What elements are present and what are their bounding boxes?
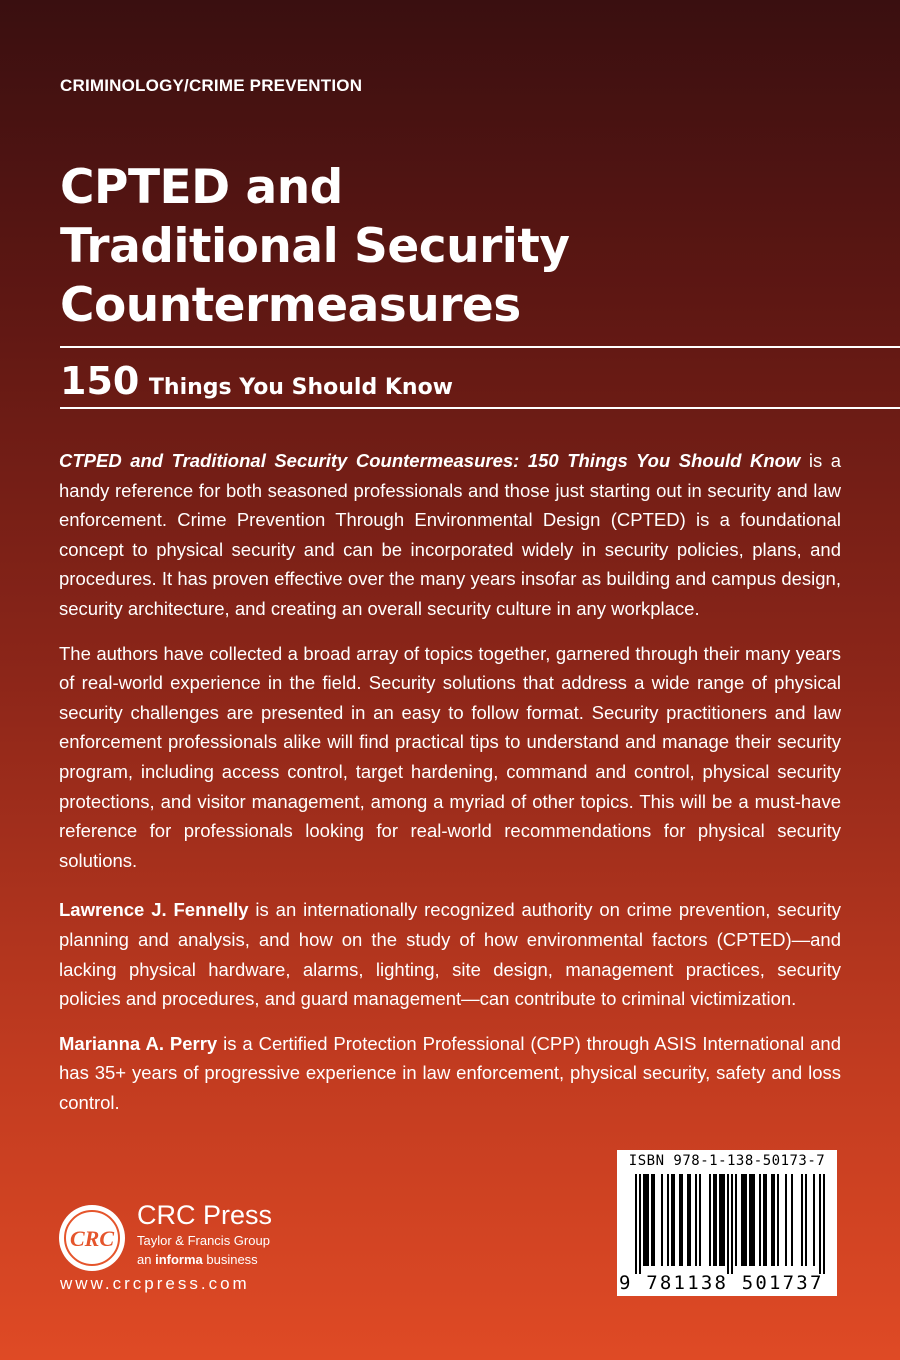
author-bio-text: is a Certified Protection Professional (CPP) through ASIS International and has 35+ years of progressive experience in law enforcement, physical security, safety and loss control. [59, 1032, 841, 1113]
divider-top [60, 346, 900, 348]
description-lead-rest: is a handy reference for both seasoned professionals and those just starting out in security and law enforcement. Crime Prevention Through Environmental Design (CPTED) is a foundational concept to physical security and can be incorporated widely in security policies, plans, and procedures. It has proven effective over the many years insofar as building and campus design, security architecture, and creating an overall security culture in any workplace. [59, 450, 841, 619]
title-line-2: Traditional Security [60, 219, 570, 274]
barcode-bar [819, 1174, 821, 1274]
description-lead-title: CTPED and Traditional Security Countermeasures: 150 Things You Should Know [59, 450, 801, 471]
barcode-bar [635, 1174, 637, 1274]
informa-word: informa [155, 1252, 203, 1267]
barcode-bar [709, 1174, 711, 1266]
barcode-bar [791, 1174, 793, 1266]
isbn-barcode [617, 1150, 837, 1296]
barcode-bar [727, 1174, 729, 1274]
description-body [59, 446, 841, 1132]
barcode-bar [643, 1174, 649, 1266]
title-line-1: CPTED and [60, 160, 343, 215]
barcode-bar [813, 1174, 815, 1266]
barcode-bar [731, 1174, 733, 1274]
barcode-bar [651, 1174, 655, 1266]
barcode-bar [763, 1174, 767, 1266]
barcode-bar [639, 1174, 641, 1274]
publisher-informa [137, 1252, 258, 1267]
isbn-digits: 9 781138 501737 [619, 1272, 824, 1294]
publisher-group: Taylor & Francis Group [137, 1233, 270, 1248]
divider-bottom [60, 407, 900, 409]
crc-logo-text: CRC [69, 1226, 115, 1251]
barcode-bar [823, 1174, 825, 1274]
publisher-block [58, 1200, 318, 1300]
barcode-bar [713, 1174, 717, 1266]
barcode-bar [679, 1174, 683, 1266]
category-label: CRIMINOLOGY/CRIME PREVENTION [60, 76, 363, 95]
author-bio-2 [59, 1029, 841, 1118]
barcode-bar [661, 1174, 663, 1266]
description-paragraph-2: The authors have collected a broad array of topics together, garnered through their many years of real-world experience in the field. Security solutions that address a wide range of physical security challenges are presented in an easy to follow format. Security practitioners and law enforcement professionals alike will find practical tips to understand and manage their security program, including access control, target hardening, command and control, physical security protections, and visitor management, among a myriad of other topics. This will be a must-have reference for professionals looking for real-world recommendations for physical security solutions. [59, 642, 841, 871]
subtitle-number: 150 [60, 359, 140, 403]
publisher-url: www.crcpress.com [60, 1274, 250, 1293]
barcode-bar [749, 1174, 755, 1266]
barcode-bar [801, 1174, 803, 1266]
barcode-bar [667, 1174, 669, 1266]
barcode-bar [687, 1174, 691, 1266]
barcode-bar [771, 1174, 775, 1266]
book-subtitle [60, 358, 453, 404]
barcode-bar [671, 1174, 675, 1266]
description-paragraph-1 [59, 446, 841, 624]
subtitle-text: Things You Should Know [148, 375, 454, 400]
author-name: Marianna A. Perry [59, 1032, 218, 1054]
book-title [60, 158, 820, 335]
publisher-name: CRC Press [137, 1200, 273, 1230]
author-name: Lawrence J. Fennelly [59, 899, 249, 921]
informa-prefix: an [137, 1252, 156, 1267]
barcode-bar [735, 1174, 737, 1266]
barcode-bar [805, 1174, 807, 1266]
informa-suffix: business [202, 1252, 258, 1267]
barcode-bar [695, 1174, 697, 1266]
barcode-bar [777, 1174, 779, 1266]
barcode-bar [785, 1174, 787, 1266]
crc-logo-icon [58, 1204, 126, 1272]
barcode-bar [741, 1174, 747, 1266]
author-bio-1 [59, 895, 841, 1013]
isbn-label: ISBN 978-1-138-50173-7 [628, 1153, 826, 1169]
barcode-bar [699, 1174, 701, 1266]
title-line-3: Countermeasures [60, 278, 521, 333]
barcode-bar [759, 1174, 761, 1266]
author-bio-text: is an internationally recognized authority on crime prevention, security planning and analysis, and how on the study of how environmental factors (CPTED)—and lacking physical hardware, alarms, lighting, site design, management practices, security policies and procedures, and guard management—can contribute to criminal victimization. [59, 899, 841, 1010]
barcode-bar [719, 1174, 725, 1266]
